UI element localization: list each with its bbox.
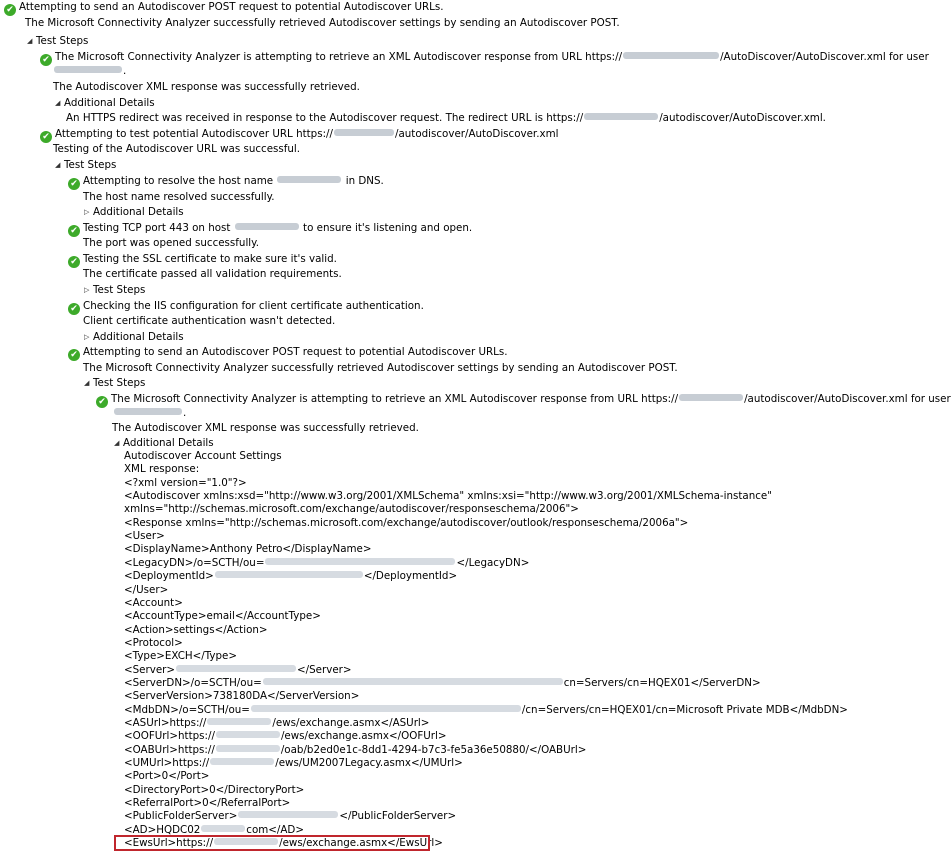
step-iis-client-cert: ✔ Checking the IIS configuration for client certificate authentication. [68,299,424,313]
step-retrieve-xml-2: ✔ The Microsoft Connectivity Analyzer is attempting to retrieve an XML Autodiscover response from URL https:// /autodiscover/AutoDiscover.xml for user [96,392,951,406]
redacted-text [201,825,245,832]
xml-line: <?xml version="1.0"?> [124,477,247,489]
redacted-text [623,52,719,59]
highlight-box [114,835,430,851]
detail-label: XML response: [124,463,200,475]
triangle-right-icon: ▷ [84,286,90,294]
step-result: Client certificate authentication wasn't detected. [83,315,336,327]
triangle-down-icon: ◢ [84,379,90,387]
xml-line: <ASUrl>https:// /ews/exchange.asmx</ASUrl> [124,717,430,729]
step-test-autodiscover-url: ✔ Attempting to test potential Autodiscover URL https:// /autodiscover/AutoDiscover.xml [40,127,558,141]
ews-url-line: <EwsUrl>https:// /ews/exchange.asmx</EwsUrl> [124,837,443,849]
xml-line: <ReferralPort>0</ReferralPort> [124,797,291,809]
additional-details-toggle[interactable]: ◢ Additional Details [55,97,155,109]
triangle-down-icon: ◢ [55,161,61,169]
redacted-text [207,718,271,725]
redacted-text [216,731,280,738]
check-circle-icon: ✔ [68,178,80,190]
xml-line: <Action>settings</Action> [124,624,268,636]
xml-line: <Protocol> [124,637,183,649]
xml-line: </User> [124,584,169,596]
check-circle-icon: ✔ [96,396,108,408]
redacted-text [238,811,338,818]
xml-line: <AD>HQDC02 com</AD> [124,824,304,836]
redacted-text [679,394,743,401]
detail-heading: Autodiscover Account Settings [124,450,282,462]
xml-line: <Account> [124,597,183,609]
step-result: The Autodiscover XML response was successfully retrieved. [112,422,419,434]
triangle-right-icon: ▷ [84,208,90,216]
redacted-text [176,665,296,672]
triangle-down-icon: ◢ [27,37,33,45]
redacted-text [235,223,299,230]
additional-details-toggle[interactable]: ▷ Additional Details [84,331,184,343]
redacted-text [265,558,455,565]
redacted-text [263,678,563,685]
check-circle-icon: ✔ [68,303,80,315]
triangle-down-icon: ◢ [114,439,120,447]
redacted-text [334,129,394,136]
step-result: The Microsoft Connectivity Analyzer successfully retrieved Autodiscover settings by sending an Autodiscover POST. [25,17,620,29]
redacted-text [54,66,122,73]
xml-line: <UMUrl>https:// /ews/UM2007Legacy.asmx</UMUrl> [124,757,463,769]
redacted-text [216,745,280,752]
check-circle-icon: ✔ [68,225,80,237]
test-steps-toggle[interactable]: ◢ Test Steps [27,35,89,47]
xml-line: <PublicFolderServer> </PublicFolderServer> [124,810,457,822]
step-ssl-certificate: ✔ Testing the SSL certificate to make sure it's valid. [68,252,337,266]
check-circle-icon: ✔ [68,256,80,268]
redacted-text [215,571,363,578]
additional-details-toggle[interactable]: ▷ Additional Details [84,206,184,218]
xml-line: <Response xmlns="http://schemas.microsoft.com/exchange/autodiscover/outlook/responseschema/2006a"> [124,517,689,529]
xml-line: <LegacyDN>/o=SCTH/ou= </LegacyDN> [124,557,530,569]
step-result: The port was opened successfully. [83,237,260,249]
step-result: The Microsoft Connectivity Analyzer successfully retrieved Autodiscover settings by sending an Autodiscover POST. [83,362,678,374]
additional-details-toggle[interactable]: ◢ Additional Details [114,437,214,449]
xml-line: <User> [124,530,165,542]
test-steps-toggle[interactable]: ◢ Test Steps [55,159,117,171]
xml-line: <ServerVersion>738180DA</ServerVersion> [124,690,360,702]
triangle-down-icon: ◢ [55,99,61,107]
check-circle-icon: ✔ [68,349,80,361]
redacted-text [114,408,182,415]
redacted-text [251,705,521,712]
test-steps-toggle[interactable]: ▷ Test Steps [84,284,146,296]
redirect-details: An HTTPS redirect was received in response to the Autodiscover request. The redirect URL is https:// /autodiscover/AutoDiscover.xml. [66,112,826,124]
step-result: The certificate passed all validation requirements. [83,268,342,280]
check-circle-icon: ✔ [40,54,52,66]
step-result: Testing of the Autodiscover URL was successful. [53,143,301,155]
triangle-right-icon: ▷ [84,333,90,341]
step-send-autodiscover-post: ✔ Attempting to send an Autodiscover POST request to potential Autodiscover URLs. [4,0,444,14]
xml-line: <DeploymentId> </DeploymentId> [124,570,458,582]
check-circle-icon: ✔ [4,4,16,16]
xml-line: <Port>0</Port> [124,770,210,782]
step-tcp-port: ✔ Testing TCP port 443 on host to ensure it's listening and open. [68,221,472,235]
xml-line: <AccountType>email</AccountType> [124,610,321,622]
xml-line: <ServerDN>/o=SCTH/ou= cn=Servers/cn=HQEX01</ServerDN> [124,677,761,689]
xml-line: xmlns="http://schemas.microsoft.com/exchange/autodiscover/responseschema/2006"> [124,503,579,515]
redacted-text [277,176,341,183]
check-circle-icon: ✔ [40,131,52,143]
step-result: The Autodiscover XML response was successfully retrieved. [53,81,360,93]
step-resolve-host: ✔ Attempting to resolve the host name in DNS. [68,174,384,188]
xml-line: <DisplayName>Anthony Petro</DisplayName> [124,543,372,555]
xml-line: <OOFUrl>https:// /ews/exchange.asmx</OOFUrl> [124,730,447,742]
step-user-line: . [113,406,186,420]
test-steps-toggle[interactable]: ◢ Test Steps [84,377,146,389]
xml-line: <DirectoryPort>0</DirectoryPort> [124,784,305,796]
xml-line: <Autodiscover xmlns:xsd="http://www.w3.org/2001/XMLSchema" xmlns:xsi="http://www.w3.org/2001/XMLSchema-instance" [124,490,772,502]
xml-line: <Type>EXCH</Type> [124,650,238,662]
step-send-autodiscover-post-2: ✔ Attempting to send an Autodiscover POST request to potential Autodiscover URLs. [68,345,508,359]
xml-line: <OABUrl>https:// /oab/b2ed0e1c-8dd1-4294-b7c3-fe5a36e50880/</OABUrl> [124,744,587,756]
xml-line: <MdbDN>/o=SCTH/ou= /cn=Servers/cn=HQEX01/cn=Microsoft Private MDB</MdbDN> [124,704,848,716]
redacted-text [584,113,658,120]
xml-line: <Server> </Server> [124,664,352,676]
step-retrieve-xml: ✔ The Microsoft Connectivity Analyzer is attempting to retrieve an XML Autodiscover response from URL https:// /AutoDiscover/AutoDiscover.xml for user [40,50,929,64]
redacted-text [210,758,274,765]
step-result: The host name resolved successfully. [83,191,275,203]
step-user-line: . [53,64,126,78]
